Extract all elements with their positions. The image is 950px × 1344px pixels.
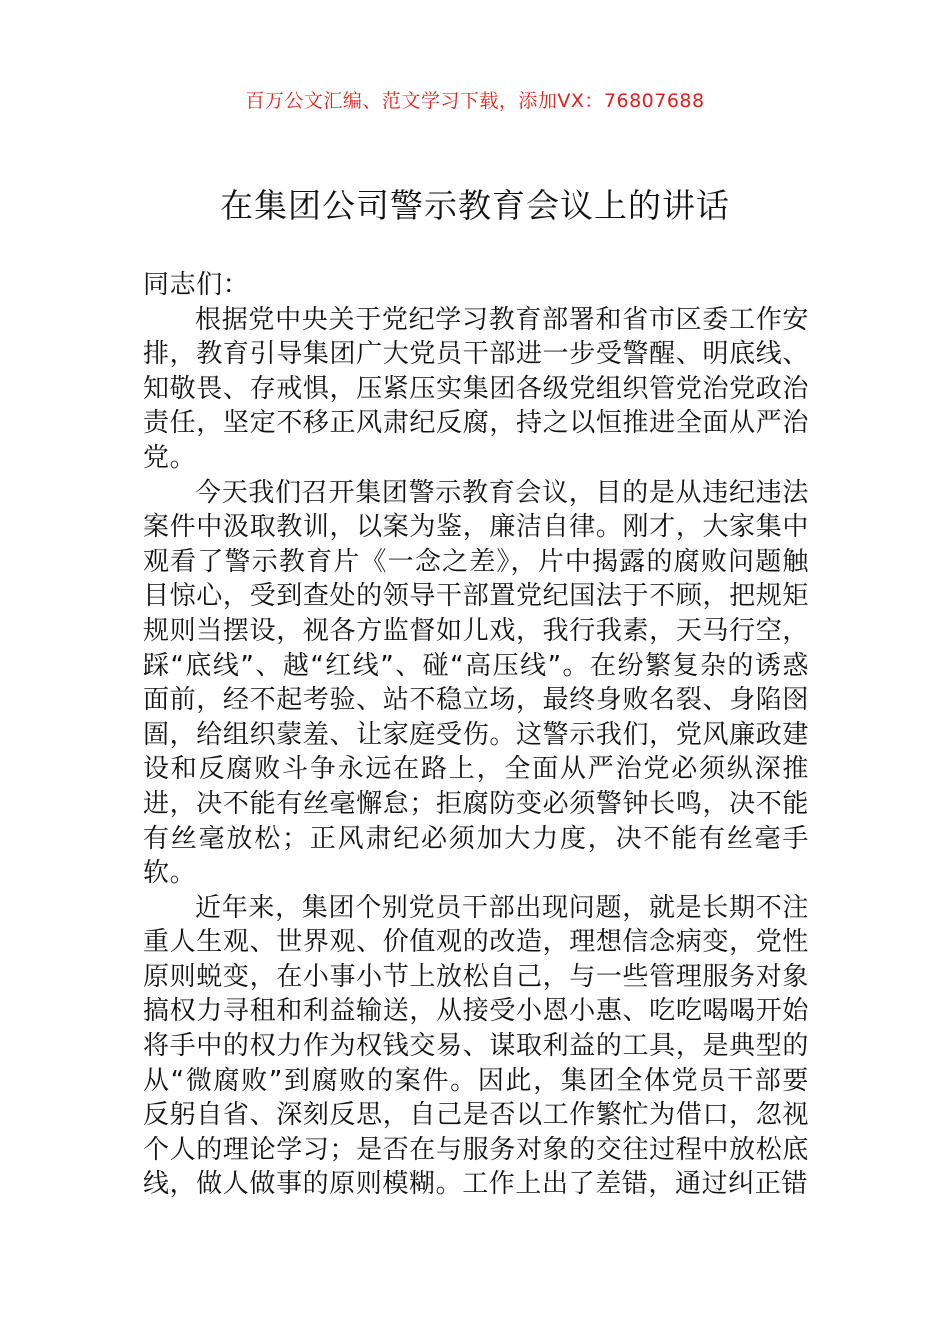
page-title: 在集团公司警示教育会议上的讲话: [220, 186, 730, 225]
document-body: [143, 268, 809, 1202]
header-note: 百万公文汇编、范文学习下载，添加VX：76807688: [245, 90, 705, 112]
paragraph-3: 近年来，集团个别党员干部出现问题，就是长期不注重人生观、世界观、价值观的改造，理想信念病变，党性原则蜕变，在小事小节上放松自己，与一些管理服务对象搞权力寻租和利益输送，从接受小恩小惠、吃吃喝喝开始将手中的权力作为权钱交易、谋取利益的工具，是典型的从“微腐败”到腐败的案件。因此，集团全体党员干部要反躬自省、深刻反思，自己是否以工作繁忙为借口，忽视个人的理论学习；是否在与服务对象的交往过程中放松底线，做人做事的原则模糊。工作上出了差错，通过纠正错: [143, 892, 809, 1200]
paragraph-1: 根据党中央关于党纪学习教育部署和省市区委工作安排，教育引导集团广大党员干部进一步受警醒、明底线、知敬畏、存戒惧，压紧压实集团各级党组织管党治党政治责任，坚定不移正风肃纪反腐，持之以恒推进全面从严治党。: [143, 304, 809, 473]
salutation: 同志们：: [143, 270, 250, 300]
paragraph-2: 今天我们召开集团警示教育会议，目的是从违纪违法案件中汲取教训，以案为鉴，廉洁自律。刚才，大家集中观看了警示教育片《一念之差》，片中揭露的腐败问题触目惊心，受到查处的领导干部置党纪国法于不顾，把规矩规则当摆设，视各方监督如儿戏，我行我素，天马行空，踩“底线”、越“红线”、碰“高压线”。在纷繁复杂的诱惑面前，经不起考验、站不稳立场，最终身败名裂、身陷囹圄，给组织蒙羞、让家庭受伤。这警示我们，党风廉政建设和反腐败斗争永远在路上，全面从严治党必须纵深推进，决不能有丝毫懈怠；拒腐防变必须警钟长鸣，决不能有丝毫放松；正风肃纪必须加大力度，决不能有丝毫手软。: [143, 477, 809, 889]
